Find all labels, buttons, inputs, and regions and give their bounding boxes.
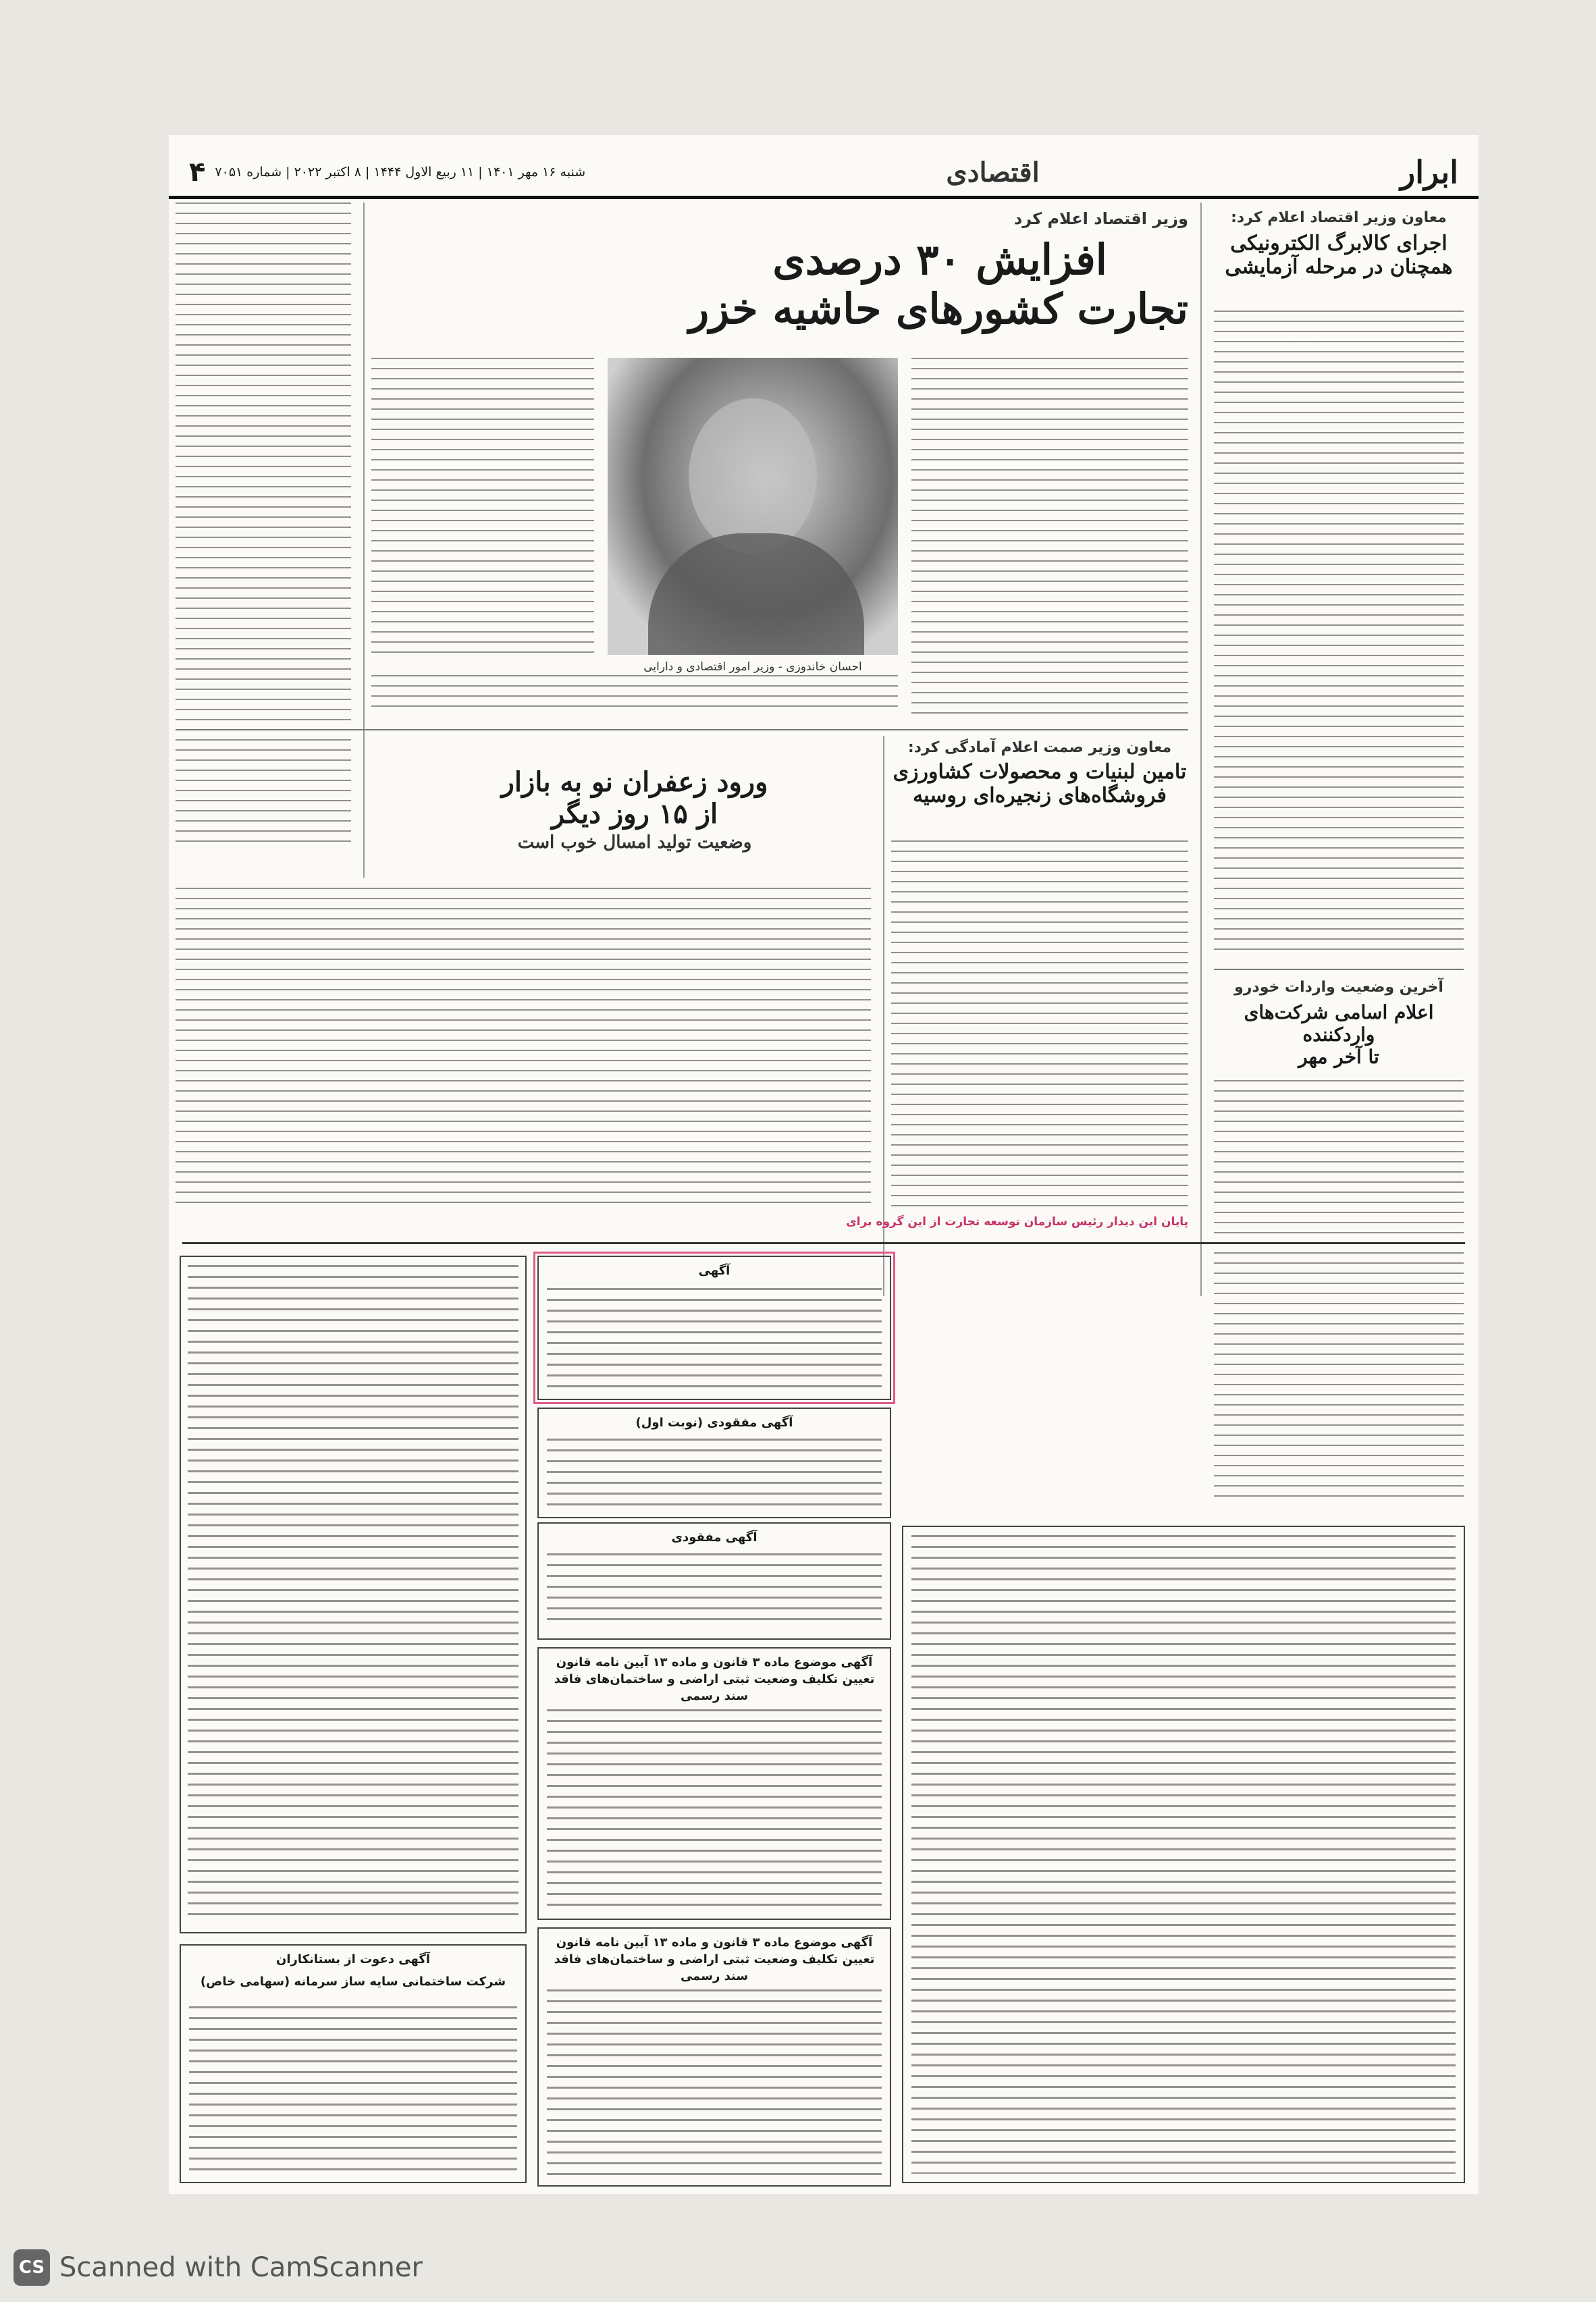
lead-body-col-3 [176, 203, 351, 851]
lead-kicker: وزیر اقتصاد اعلام کرد [1013, 209, 1188, 228]
lead-body-col-1 [911, 358, 1188, 716]
lost-notice-1 [537, 1408, 891, 1518]
saffron-article-body [176, 888, 871, 1212]
registry-notice-1 [537, 1647, 891, 1920]
lost-notice-2-title: آگهی مفقودی [671, 1530, 757, 1545]
import-kicker: آخرین وضعیت واردات خودرو [1234, 979, 1443, 996]
creditor-invite-title: آگهی دعوت از بستانکاران [275, 1952, 431, 1966]
lead-headline-2: تجارت کشورهای حاشیه خزر [689, 284, 1188, 334]
ad-column-left [180, 1256, 527, 1933]
registry-notice-1-title: آگهی موضوع ماده ۳ قانون و ماده ۱۳ آیین نامه قانون تعیین تکلیف وضعیت ثبتی اراضی و ساختمان‌های فاقد سند رسمی [554, 1655, 875, 1704]
column-divider [363, 203, 365, 878]
lead-article-header [378, 209, 1188, 333]
section-title: اقتصادی [946, 156, 1040, 188]
scanner-watermark [14, 2249, 423, 2286]
issue-info [189, 157, 585, 188]
import-headline-1: اعلام اسامی شرکت‌های واردکننده [1244, 1001, 1434, 1046]
creditor-invite-company: شرکت ساختمانی سایه ساز سرمانه (سهامی خاص) [200, 1975, 506, 1989]
issue-line: شنبه ۱۶ مهر ۱۴۰۱ | ۱۱ ربیع الاول ۱۴۴۴ | ۸ اکتبر ۲۰۲۲ | شماره ۷۰۵۱ [215, 165, 586, 180]
card-kicker: معاون وزیر اقتصاد اعلام کرد: [1231, 209, 1447, 226]
lead-body-col-2 [371, 358, 594, 655]
card-headline-2: همچنان در مرحله آزمایشی [1225, 255, 1453, 279]
newspaper-page [169, 135, 1479, 2194]
supply-headline-1: تامین لبنیات و محصولات کشاورزی [893, 760, 1187, 784]
card-headline-1: اجرای کالابرگ الکترونیکی [1230, 232, 1447, 255]
lead-headline-1: افزایش ۳۰ درصدی [772, 235, 1107, 284]
saffron-headline-1: ورود زعفران نو به بازار [501, 766, 768, 798]
ad-column-right [902, 1526, 1465, 2183]
supply-article-header [891, 739, 1188, 808]
lost-notice-2 [537, 1522, 891, 1640]
lost-notice-1-title: آگهی مفقودی (نوبت اول) [635, 1416, 793, 1430]
saffron-article-header [398, 766, 871, 853]
registry-notice-2-title: آگهی موضوع ماده ۳ قانون و ماده ۱۳ آیین نامه قانون تعیین تکلیف وضعیت ثبتی اراضی و ساختمان‌های فاقد سند رسمی [554, 1935, 875, 1984]
lead-photo [608, 358, 898, 655]
ad-column-left-body [188, 1265, 518, 1924]
import-article-header [1214, 979, 1464, 1068]
masthead [169, 149, 1479, 199]
registry-notice-2 [537, 1927, 891, 2187]
scanner-text: Scanned with CamScanner [59, 2252, 423, 2283]
divider [1214, 969, 1464, 970]
creditor-invite-body [189, 2006, 517, 2172]
import-headline-2: تا آخر مهر [1298, 1046, 1379, 1069]
supply-kicker: معاون وزیر صمت اعلام آمادگی کرد: [907, 739, 1172, 756]
divider [176, 729, 1188, 730]
card-article-body [1214, 311, 1464, 959]
lost-notice-1-body [547, 1439, 882, 1509]
page-number: ۴ [189, 157, 206, 188]
supply-headline-2: فروشگاه‌های زنجیره‌ای روسیه [913, 784, 1167, 808]
column-divider [1200, 203, 1202, 1296]
highlighted-line: پایان این دیدار رئیس سازمان توسعه تجارت از این گروه برای [846, 1215, 1188, 1229]
registry-notice-1-body [547, 1709, 882, 1909]
lead-body-bottom [371, 675, 898, 716]
saffron-headline-2: از ۱۵ روز دیگر [551, 798, 718, 830]
lead-photo-caption: احسان خاندوزی - وزیر امور اقتصادی و دارایی [643, 660, 862, 674]
notice-title: آگهی [698, 1264, 730, 1278]
ads-divider [182, 1242, 1465, 1244]
brand-name: ابرار [1400, 154, 1458, 190]
supply-article-body [891, 840, 1188, 1212]
lost-notice-2-body [547, 1553, 882, 1629]
ad-column-right-body [911, 1535, 1456, 2174]
registry-notice-2-body [547, 1989, 882, 2176]
saffron-subhead: وضعیت تولید امسال خوب است [517, 832, 752, 853]
highlight-frame [533, 1252, 895, 1404]
creditor-invite-notice [180, 1944, 527, 2183]
camscanner-logo-icon: CS [14, 2249, 50, 2286]
import-article-body [1214, 1080, 1464, 1499]
card-article-header [1214, 209, 1464, 279]
column-divider [883, 736, 884, 1296]
